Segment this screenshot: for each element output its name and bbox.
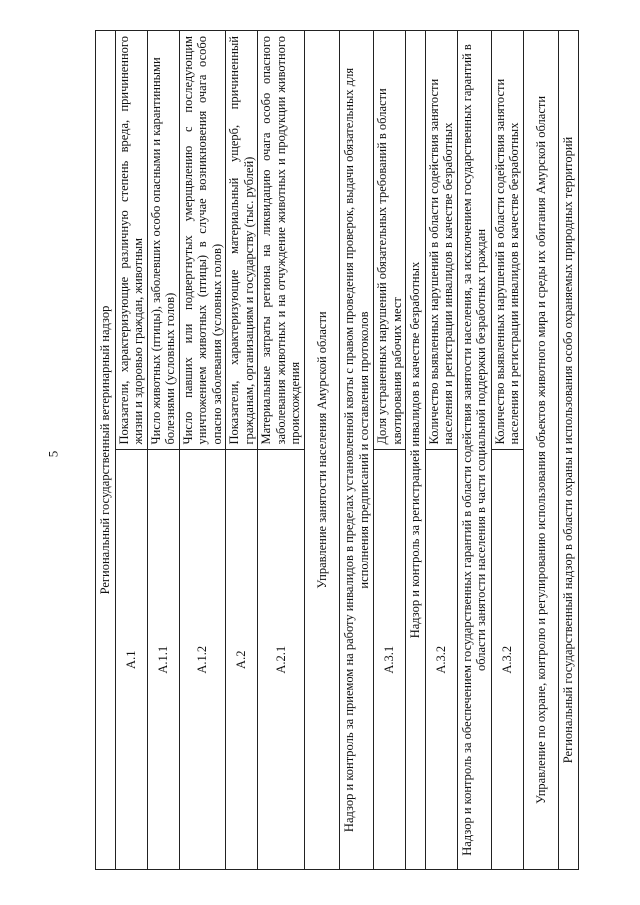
row-code: А.3.2 [491,450,523,870]
row-code: А.2 [226,450,258,870]
section-header-registration: Надзор и контроль за регистрацией инвалидов в качестве безработных [406,31,426,870]
table-row [523,31,559,870]
table-row [374,31,406,870]
section-header-quota: Надзор и контроль за приемом на работу инвалидов в пределах установленной квоты с правом проведения проверок, выдачи обязательных для исполнения предписаний и составления протоколов [340,31,374,870]
row-text: Количество выявленных нарушений в области содействия занятости населения и регистрации инвалидов в качестве безработных [491,31,523,451]
section-header-protected-areas: Региональный государственный надзор в области охраны и использования особо охраняемых природных территорий [559,31,579,870]
table-row [457,31,491,870]
row-code: А.2.1 [258,450,305,870]
row-text: Показатели, характеризующие материальный ущерб, причиненный гражданам, организациям и государству (тыс. рублей) [226,31,258,451]
row-code: А.3.1 [374,450,406,870]
row-code: А.1.2 [179,450,226,870]
row-code: А.3.2 [425,450,457,870]
row-text: Доля устраненных нарушений обязательных требований в области квотирования рабочих мест [374,31,406,451]
table-row [115,31,147,870]
table-row [340,31,374,870]
table-row [179,31,226,870]
table-row [147,31,179,870]
row-code: А.1 [115,450,147,870]
table-row [406,31,426,870]
page-number: 5 [45,450,61,458]
table-row [258,31,305,870]
section-header-guarantees: Надзор и контроль за обеспечением государственных гарантий в области содействия занятости населения, за исключением государственных гарантий в области занятости населения в части социальной поддержки безработных граждан [457,31,491,870]
row-text: Количество выявленных нарушений в области содействия занятости населения и регистрации инвалидов в качестве безработных [425,31,457,451]
table-row [425,31,457,870]
section-header-employment: Управление занятости населения Амурской области [304,31,340,870]
row-text: Число павших или подвергнутых умерщвлению с последующим уничтожением животных (птицы) в случае возникновения очага особо опасно заболевания (условных голов) [179,31,226,451]
row-text: Число животных (птицы), заболевших особо опасными и карантинными болезнями (условных голов) [147,31,179,451]
row-code: А.1.1 [147,450,179,870]
row-text: Материальные затраты региона на ликвидацию очага особо опасного заболевания животных и на отчуждение животных и продукции животного происхождения [258,31,305,451]
section-header-wildlife: Управление по охране, контролю и регулированию использования объектов животного мира и среды их обитания Амурской области [523,31,559,870]
section-header-vet: Региональный государственный ветеринарный надзор [96,31,116,870]
row-text: Показатели, характеризующие различную степень вреда, причиненного жизни и здоровью граждан, животным [115,31,147,451]
table-row [226,31,258,870]
table-row [559,31,579,870]
table-row [96,31,116,870]
rotated-table-container [95,30,605,870]
table-row [304,31,340,870]
indicators-table [95,30,579,870]
table-row [491,31,523,870]
